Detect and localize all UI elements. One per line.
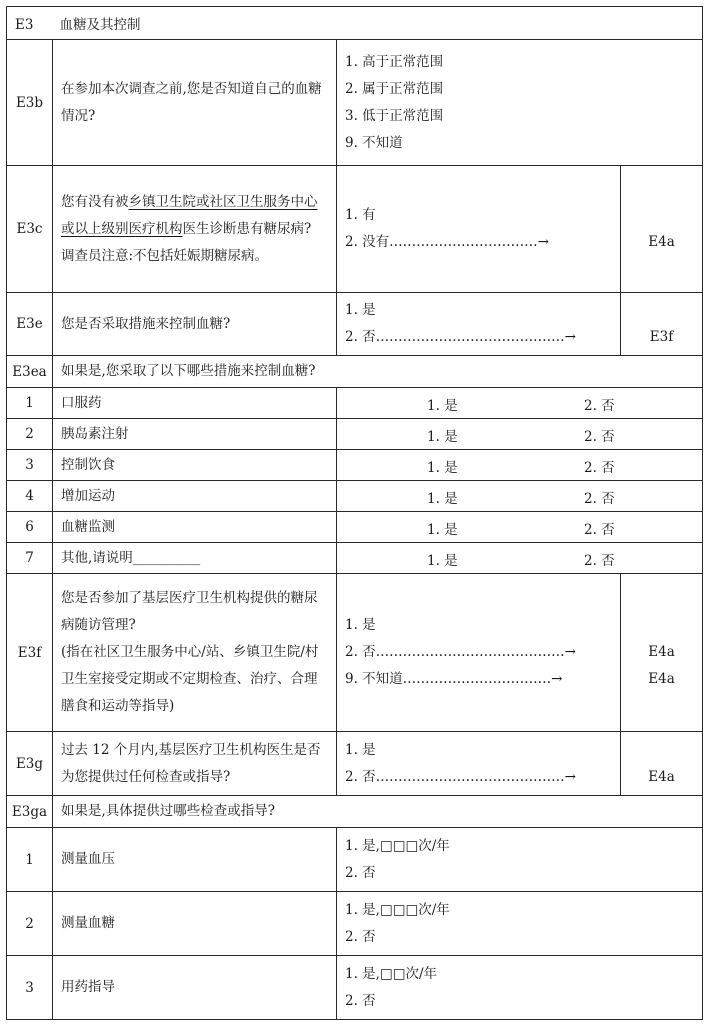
answer-option[interactable]: 2. 否 [345,864,376,881]
answer-option[interactable]: 2. 否 [345,928,376,945]
question-text: 如果是,具体提供过哪些检查或指导? [53,796,703,828]
no-option[interactable]: 2. 否 [584,460,615,476]
yes-no-options [337,543,703,574]
yes-option[interactable]: 1. 是 [427,398,458,414]
question-text-part: 您是否参加了基层医疗卫生机构提供的糖尿病随访管理? [61,590,318,633]
skip-target [621,732,703,796]
question-code: E3f [7,574,53,732]
no-option[interactable]: 2. 否 [584,429,615,445]
sub-item-code: 2 [7,419,53,450]
question-row-e3g [7,732,703,796]
sub-item-label[interactable]: 其他,请说明__________ [53,543,337,574]
section-header [7,7,703,40]
sub-item-label: 增加运动 [53,481,337,512]
yes-no-options [337,388,703,419]
answer-option[interactable]: 1. 是,□□□次/年 [345,837,450,854]
yes-option[interactable]: 1. 是 [427,460,458,476]
sub-item-label: 用药指导 [53,956,337,1020]
answer-options [337,732,621,796]
question-row-e3c [7,166,703,293]
answer-options [337,293,621,356]
sub-item-row [7,481,703,512]
no-option[interactable]: 2. 否 [584,553,615,569]
section-title: 血糖及其控制 [59,17,141,33]
question-code: E3ga [7,796,53,828]
skip-target [621,574,703,732]
sub-item-code: 7 [7,543,53,574]
yes-option[interactable]: 1. 是 [427,522,458,538]
yes-option[interactable]: 1. 是 [427,429,458,445]
question-row-e3ea [7,356,703,388]
sub-item-label: 口服药 [53,388,337,419]
yes-no-options [337,512,703,543]
no-option[interactable]: 2. 否 [584,398,615,414]
sub-item-row [7,956,703,1020]
answer-option[interactable]: 9. 不知道 [345,134,403,151]
interviewer-note: 调查员注意:不包括妊娠期糖尿病。 [61,247,269,264]
answer-option[interactable]: 2. 没有……………………………→ [345,234,549,250]
question-row-e3b [7,40,703,166]
answer-options [337,166,621,293]
answer-option[interactable]: 1. 是,□□次/年 [345,965,438,982]
answer-option[interactable]: 1. 是 [345,741,376,758]
answer-option[interactable]: 2. 否……………………………………→ [345,768,576,785]
no-option[interactable]: 2. 否 [584,491,615,507]
answer-option[interactable]: 1. 有 [345,207,376,223]
question-text-part: 您有没有被 [61,193,129,210]
section-code: E3 [15,17,34,33]
question-row-e3ga [7,796,703,828]
sub-item-code: 3 [7,450,53,481]
answer-options [337,40,703,166]
answer-option[interactable]: 1. 是,□□□次/年 [345,901,450,918]
answer-options [337,956,703,1020]
sub-item-row [7,828,703,892]
answer-options [337,828,703,892]
question-text-part: 医生诊断患有糖尿病? [182,220,312,237]
question-row-e3f [7,574,703,732]
question-text: 您是否采取措施来控制血糖? [53,293,337,356]
answer-option[interactable]: 3. 低于正常范围 [345,107,444,124]
question-code: E3g [7,732,53,796]
no-option[interactable]: 2. 否 [584,522,615,538]
sub-item-label: 胰岛素注射 [53,419,337,450]
sub-item-row [7,419,703,450]
answer-option[interactable]: 1. 是 [345,302,376,318]
sub-item-row [7,388,703,419]
question-code: E3ea [7,356,53,388]
skip-target [621,166,703,293]
question-note: (指在社区卫生服务中心/站、乡镇卫生院/村卫生室接受定期或不定期检查、治疗、合理膳食和运动等指导) [61,644,319,714]
sub-item-code: 1 [7,828,53,892]
question-text [53,574,337,732]
answer-option[interactable]: 2. 属于正常范围 [345,80,444,97]
question-row-e3e [7,293,703,356]
sub-item-code: 2 [7,892,53,956]
yes-option[interactable]: 1. 是 [427,491,458,507]
yes-no-options [337,419,703,450]
question-code: E3b [7,40,53,166]
yes-option[interactable]: 1. 是 [427,553,458,569]
answer-option[interactable]: 1. 高于正常范围 [345,53,444,70]
answer-option[interactable]: 2. 否 [345,992,376,1009]
question-text: 在参加本次调查之前,您是否知道自己的血糖情况? [53,40,337,166]
sub-item-label: 测量血压 [53,828,337,892]
sub-item-row [7,512,703,543]
skip-code: E4a [648,671,675,687]
answer-option[interactable]: 2. 否……………………………………→ [345,329,576,345]
sub-item-code: 1 [7,388,53,419]
questionnaire-sheet [6,6,702,1020]
skip-code: E3f [649,329,674,345]
sub-item-code: 3 [7,956,53,1020]
sub-item-label: 控制饮食 [53,450,337,481]
yes-no-options [337,450,703,481]
answer-option[interactable]: 2. 否……………………………………→ [345,644,576,660]
question-code: E3c [7,166,53,293]
underlined-text: 乡镇卫生院或社区卫生服务中心或以上级别医疗机构 [61,193,318,237]
sub-item-label: 测量血糖 [53,892,337,956]
yes-no-options [337,481,703,512]
skip-code: E4a [648,234,675,250]
skip-target [621,293,703,356]
sub-item-row [7,543,703,574]
skip-code: E4a [648,769,675,785]
sub-item-code: 4 [7,481,53,512]
answer-option[interactable]: 1. 是 [345,617,376,633]
sub-item-row [7,450,703,481]
answer-options [337,892,703,956]
answer-option[interactable]: 9. 不知道……………………………→ [345,671,563,687]
sub-item-row [7,892,703,956]
questionnaire-table [6,6,703,1020]
question-text: 过去 12 个月内,基层医疗卫生机构医生是否为您提供过任何检查或指导? [53,732,337,796]
question-text [53,166,337,293]
skip-code: E4a [648,644,675,660]
question-text: 如果是,您采取了以下哪些措施来控制血糖? [53,356,703,388]
section-header-row [7,7,703,40]
sub-item-label: 血糖监测 [53,512,337,543]
question-code: E3e [7,293,53,356]
answer-options [337,574,621,732]
sub-item-code: 6 [7,512,53,543]
